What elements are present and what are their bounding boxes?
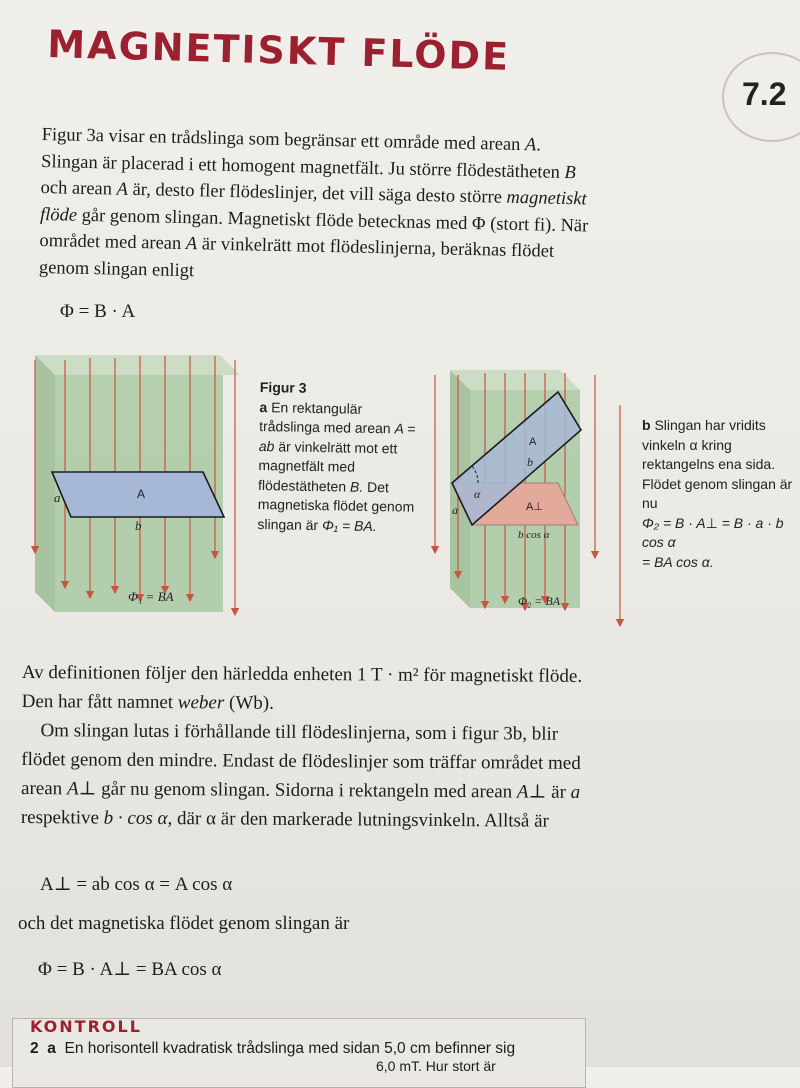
label-area-a: A — [137, 487, 146, 501]
label-side-a: a — [54, 490, 61, 505]
label-area-b: A — [529, 436, 537, 448]
label-b-cos: b cos α — [518, 529, 550, 541]
label-flux-2: Φ₂ = BA — [518, 594, 561, 608]
text-after-formula: och det magnetiska flödet genom slingan är — [18, 913, 350, 934]
figure-3a-diagram — [30, 350, 245, 620]
kontroll-question-cut: 6,0 mT. Hur stort är — [376, 1058, 496, 1074]
label-angle: α — [474, 487, 481, 501]
section-badge — [722, 52, 800, 142]
field-box-top — [35, 355, 240, 375]
body-paragraphs: Av definitionen följer den härledda enheten 1 T · m² för magnetiskt flöde. Den har fått namnet weber (Wb). Om slingan lutas i förhållande till flödeslinjerna, som i figur 3b, blir flödet genom den mindre. Endast de flödeslinjer som träffar området med arean A⊥ går nu genom slingan. Sidorna i rektangeln med arean A⊥ är a respektive b · cos α, där α är den markerade lutningsvinkeln. Alltså är — [20, 661, 583, 832]
formula-flux-tilted: Φ = B · A⊥ = BA cos α — [38, 959, 222, 980]
figure-caption-a: Figur 3 a En rektangulär trådslinga med arean A = ab är vinkelrätt mot ett magnetfält med flödestätheten B. Det magnetiska flödet genom slingan är Φ₁ = BA. — [257, 378, 416, 534]
label-projected-area: A⊥ — [526, 501, 543, 513]
kontroll-heading: KONTROLL — [30, 1017, 142, 1036]
section-number: 7.2 — [742, 76, 787, 112]
formula-flux: Φ = B · A — [60, 301, 136, 322]
label-side-b: b — [135, 518, 142, 533]
kontroll-question: 2 a En horisontell kvadratisk trådslinga med sidan 5,0 cm befinner sig — [30, 1040, 516, 1057]
formula-perpendicular-area: A⊥ = ab cos α = A cos α — [40, 874, 233, 895]
label-side-a-b: a — [452, 503, 458, 517]
page-title: MAGNETISKT FLÖDE — [46, 22, 511, 79]
label-flux-1: Φ₁ = BA — [128, 589, 174, 604]
figure-caption-b: b Slingan har vridits vinkeln α kring rektangelns ena sida. Flödet genom slingan är nu Φ₂ = B · A⊥ = B · a · b cos α = BA cos α. — [642, 417, 793, 570]
field-box-side — [35, 355, 55, 612]
intro-paragraph: Figur 3a visar en trådslinga som begränsar ett område med arean A. Slingan är placerad i ett homogent magnetfält. Ju större flödestätheten B och arean A är, desto fler flödeslinjer, det vill säga desto större magnetiskt flöde går genom slingan. Magnetiskt flöde betecknas med Φ (stort fi). När området med arean A är vinkelrätt mot flödeslinjerna, beräknas flödet genom slingan enligt — [38, 124, 589, 281]
field-box-top-b — [450, 370, 580, 390]
figure-3b-diagram — [430, 365, 630, 620]
label-side-b-b: b — [527, 455, 533, 469]
